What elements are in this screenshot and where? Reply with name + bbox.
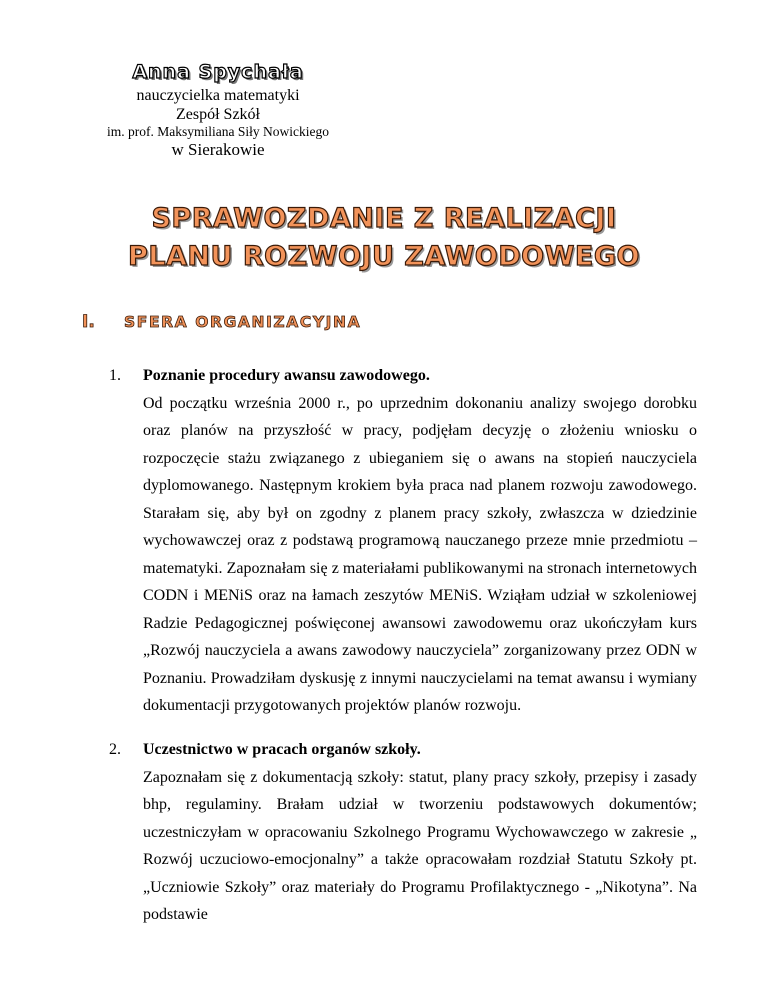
item-text: Od początku września 2000 r., po uprzednim dokonaniu analizy swojego dorobku oraz planów na przyszłość w pracy, podjęłam decyzję o złożeniu wniosku o rozpoczęcie stażu związanego z ubieganiem się o awans na stopień nauczyciela dyplomowanego. Następnym krokiem była praca nad planem rozwoju zawodowego. Starałam się, aby był on zgodny z planem pracy szkoły, zwłaszcza w dziedzinie wychowawczej oraz z podstawą programową nauczanego przeze mnie przedmiotu – matematyki. Zapoznałam się z materiałami publikowanymi na stronach internetowych CODN i MENiS oraz na łamach zeszytów MENiS. Wziąłam udział w szkoleniowej Radzie Pedagogicznej poświęconej awansowi zawodowemu oraz ukończyłam kurs „Rozwój nauczyciela a awans zawodowy nauczyciela” zorganizowany przez ODN w Poznaniu. Prowadziłam dyskusję z innymi nauczycielami na temat awansu i wymiany dokumentacji przygotowanych projektów planów rozwoju.: [143, 394, 697, 714]
title-line-2: PLANU ROZWOJU ZAWODOWEGO: [128, 241, 640, 272]
section-number: I.: [82, 312, 95, 332]
item-text: Zapoznałam się z dokumentacją szkoły: statut, plany pracy szkoły, przepisy i zasady bhp, regulaminy. Brałam udział w tworzeniu podstawowych dokumentów; uczestniczyłam w opracowaniu Szkolnego Programu Wychowawczego w zakresie „ Rozwój uczuciowo-emocjonalny” a także opracowałam rozdział Statutu Szkoły pt. „Uczniowie Szkoły” oraz materiały do Programu Profilaktycznego - „Nikotyna”. Na podstawie: [143, 768, 697, 923]
item-heading: Uczestnictwo w pracach organów szkoły.: [143, 741, 421, 758]
author-block: [0, 58, 436, 160]
item-body: [143, 736, 697, 929]
list-item: [109, 736, 697, 929]
author-name: Anna Spychała: [132, 61, 304, 83]
item-heading: Poznanie procedury awansu zawodowego.: [143, 367, 430, 384]
school-patron: im. prof. Maksymiliana Siły Nowickiego: [107, 124, 329, 139]
item-body: [143, 362, 697, 720]
item-number: 1.: [109, 367, 121, 384]
item-number: 2.: [109, 741, 121, 758]
list-item: [109, 362, 697, 720]
school-city: w Sierakowie: [171, 140, 265, 159]
document-title: [0, 200, 768, 276]
section-title: SFERA ORGANIZACYJNA: [124, 313, 362, 331]
section-heading: [82, 312, 361, 332]
school-name: Zespół Szkół: [176, 106, 260, 123]
title-line-1: SPRAWOZDANIE Z REALIZACJI: [151, 203, 617, 234]
author-role: nauczycielka matematyki: [136, 87, 300, 104]
